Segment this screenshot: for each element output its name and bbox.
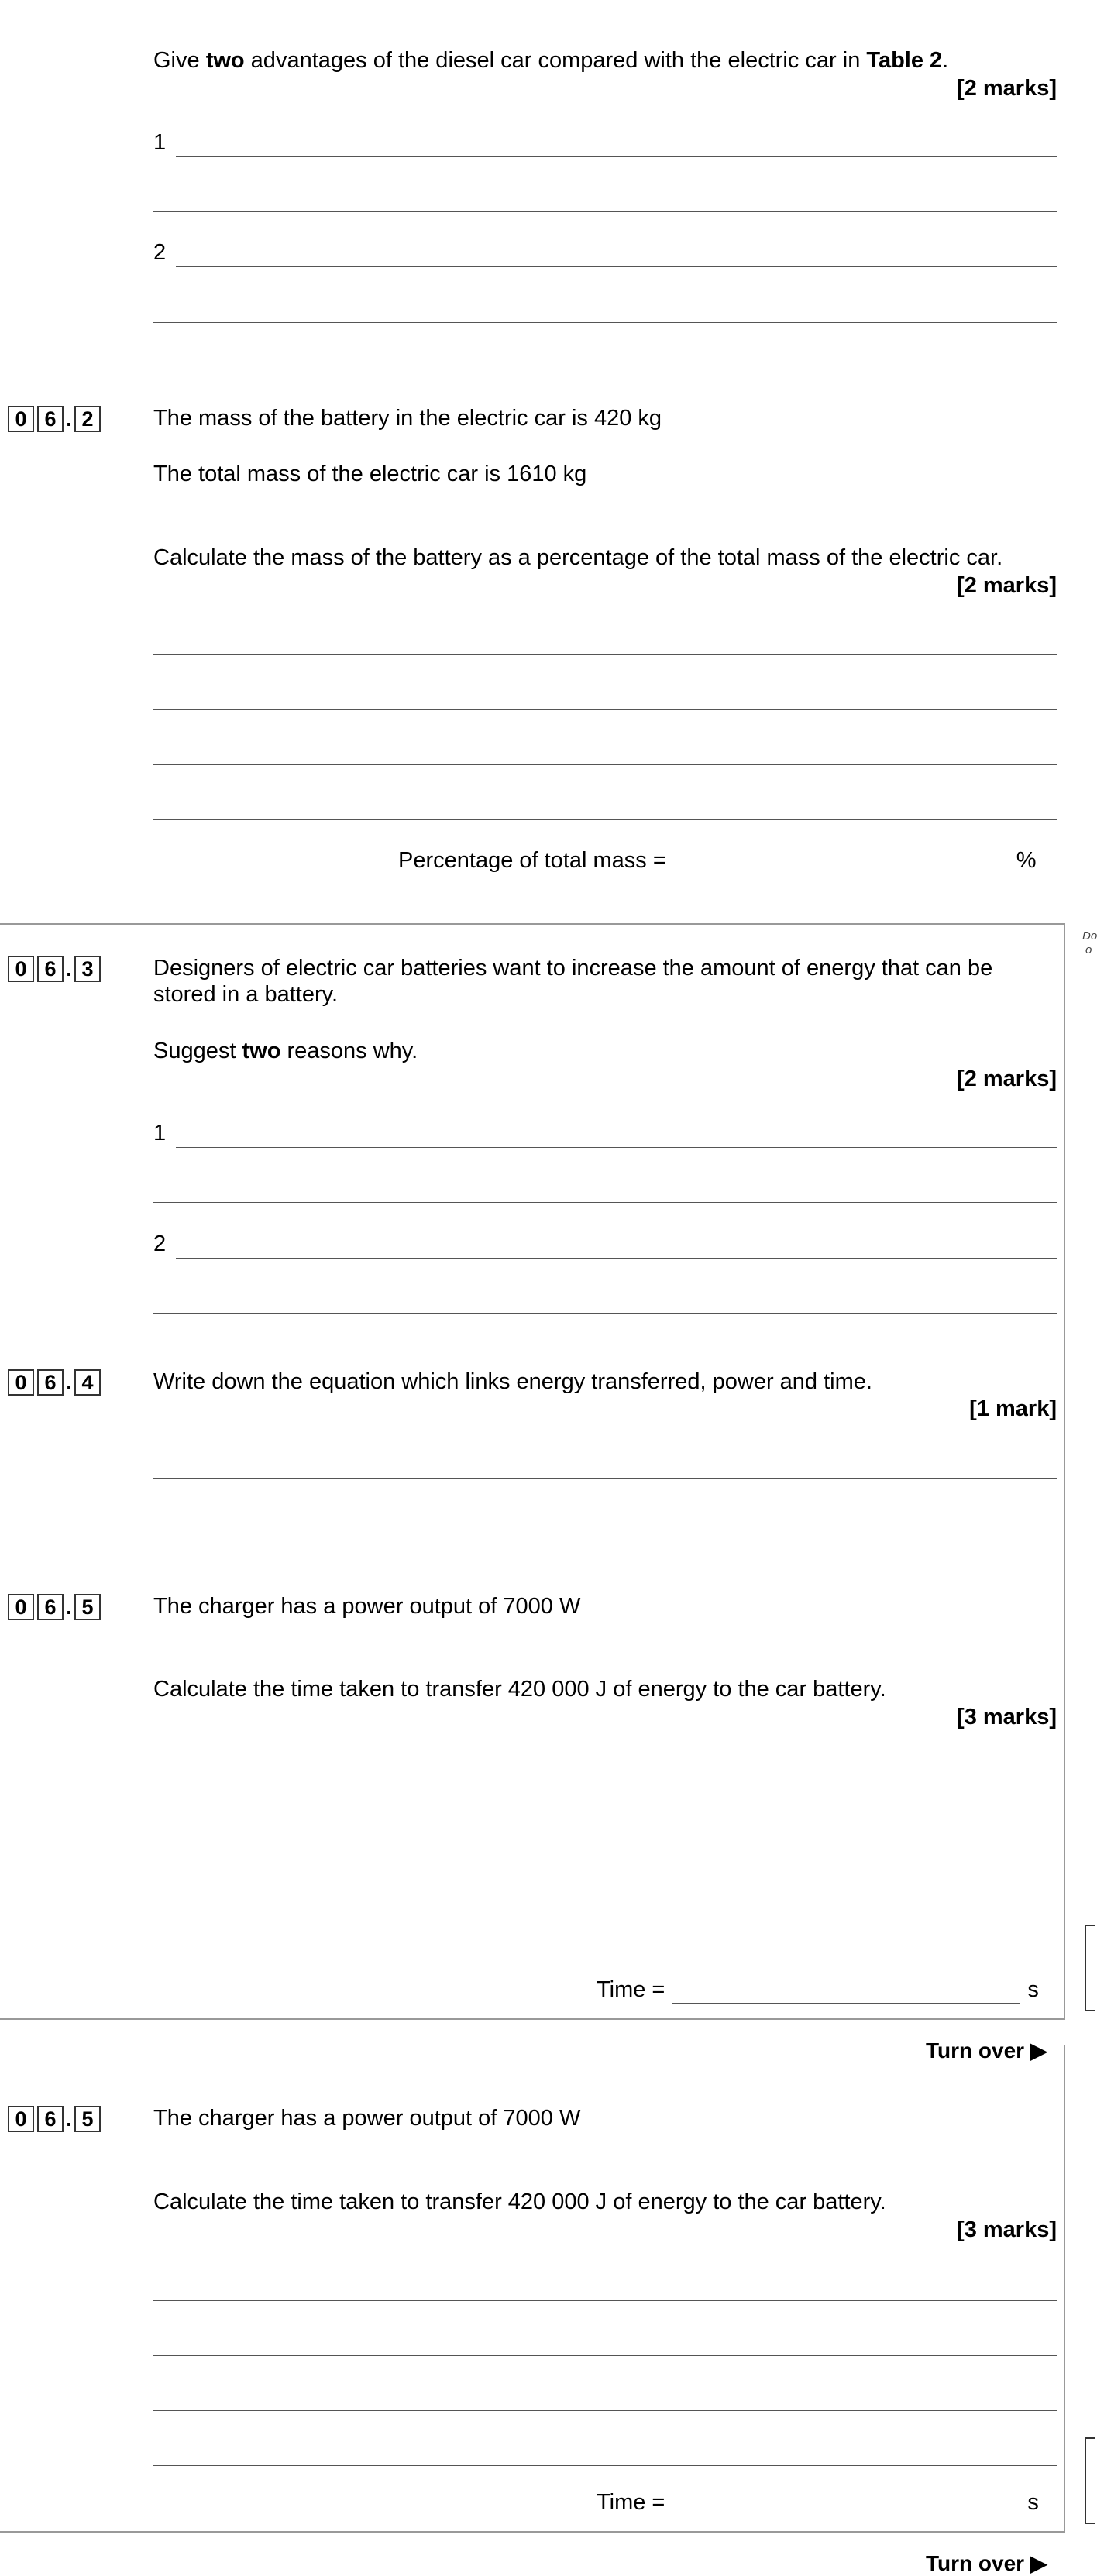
answer-unit: %	[1016, 848, 1037, 873]
q064-text: Write down the equation which links energy transferred, power and time.	[153, 1369, 872, 1394]
question-number-064	[8, 1368, 101, 1397]
question-digit: 6	[37, 2106, 64, 2132]
question-dot: .	[66, 1595, 72, 1619]
page-bottom-edge	[0, 2531, 1065, 2533]
answer-unit: s	[1027, 1977, 1039, 2002]
answer-line[interactable]	[153, 709, 1057, 710]
answer-line[interactable]	[153, 1202, 1057, 1203]
q062-line-b: The total mass of the electric car is 1610 kg	[153, 462, 587, 486]
answer-label: Time =	[597, 2490, 665, 2515]
question-digit: 0	[8, 406, 34, 432]
page-border	[1064, 923, 1065, 2019]
q062-instruction: Calculate the mass of the battery as a percentage of the total mass of the electric car.	[153, 545, 1003, 570]
question-number-065-repeat	[8, 2104, 101, 2134]
page-bottom-edge	[0, 2018, 1065, 2020]
answer-line[interactable]	[176, 1147, 1057, 1148]
mark-box-edge	[1085, 1925, 1095, 2011]
question-digit: 6	[37, 956, 64, 982]
q061-prompt: Give two advantages of the diesel car compared with the electric car in Table 2.	[153, 48, 949, 73]
answer-label: Time =	[597, 1977, 665, 2002]
turn-over-label: Turn over ▶	[926, 2038, 1047, 2063]
q063-line-b: stored in a battery.	[153, 982, 339, 1007]
question-part: 3	[74, 956, 101, 982]
question-dot: .	[66, 407, 72, 431]
answer-line[interactable]	[153, 764, 1057, 765]
question-digit: 0	[8, 1369, 34, 1396]
q064-marks: [1 mark]	[969, 1396, 1057, 1421]
answer-line-number: 2	[153, 1231, 167, 1256]
answer-label: Percentage of total mass =	[398, 848, 666, 873]
question-number-065	[8, 1592, 101, 1622]
question-digit: 0	[8, 1594, 34, 1620]
answer-line[interactable]	[153, 2410, 1057, 2411]
page-border	[1064, 2045, 1065, 2533]
answer-line[interactable]	[153, 1313, 1057, 1314]
q065-line-a: The charger has a power output of 7000 W	[153, 1594, 581, 1619]
answer-line[interactable]	[153, 819, 1057, 820]
q062-line-a: The mass of the battery in the electric car is 420 kg	[153, 406, 662, 431]
question-digit: 0	[8, 2106, 34, 2132]
answer-line[interactable]	[153, 1478, 1057, 1479]
answer-line[interactable]	[153, 322, 1057, 323]
q065-instruction: Calculate the time taken to transfer 420 000 J of energy to the car battery.	[153, 1677, 886, 1702]
answer-line[interactable]	[153, 211, 1057, 212]
answer-line[interactable]	[176, 156, 1057, 157]
question-digit: 6	[37, 1369, 64, 1396]
answer-line[interactable]	[153, 2465, 1057, 2466]
answer-blank[interactable]	[672, 2494, 1020, 2516]
q062-marks: [2 marks]	[957, 573, 1057, 598]
q063-line-a: Designers of electric car batteries want to increase the amount of energy that can be	[153, 956, 993, 981]
q061-marks: [2 marks]	[957, 76, 1057, 101]
question-digit: 0	[8, 956, 34, 982]
turn-over-label: Turn over ▶	[926, 2551, 1047, 2575]
answer-line[interactable]	[153, 654, 1057, 655]
q065-repeat-marks: [3 marks]	[957, 2217, 1057, 2242]
answer-line-number: 1	[153, 1121, 167, 1145]
q065-repeat-instruction: Calculate the time taken to transfer 420 000 J of energy to the car battery.	[153, 2190, 886, 2214]
answer-line-number: 1	[153, 130, 167, 155]
answer-line[interactable]	[176, 266, 1057, 267]
answer-line[interactable]	[153, 2300, 1057, 2301]
q065-answer-row	[597, 1976, 1039, 2004]
question-part: 4	[74, 1369, 101, 1396]
q065-repeat-line-a: The charger has a power output of 7000 W	[153, 2106, 581, 2131]
answer-line[interactable]	[176, 1258, 1057, 1259]
answer-blank[interactable]	[674, 852, 1009, 874]
answer-unit: s	[1027, 2490, 1039, 2515]
section-divider	[0, 923, 1065, 925]
q065-marks: [3 marks]	[957, 1705, 1057, 1729]
margin-note: Do o	[1082, 929, 1097, 957]
q065-repeat-answer-row	[597, 2488, 1039, 2516]
answer-blank[interactable]	[672, 1981, 1020, 2004]
q063-marks: [2 marks]	[957, 1066, 1057, 1091]
question-number-062	[8, 404, 101, 434]
q063-suggest: Suggest two reasons why.	[153, 1039, 418, 1063]
question-dot: .	[66, 1370, 72, 1394]
q062-answer-row	[398, 847, 1037, 874]
answer-line[interactable]	[153, 2355, 1057, 2356]
question-digit: 6	[37, 1594, 64, 1620]
answer-line-number: 2	[153, 240, 167, 265]
question-number-063	[8, 954, 101, 984]
question-dot: .	[66, 2107, 72, 2131]
question-part: 5	[74, 2106, 101, 2132]
question-part: 5	[74, 1594, 101, 1620]
question-digit: 6	[37, 406, 64, 432]
question-part: 2	[74, 406, 101, 432]
mark-box-edge	[1085, 2437, 1095, 2524]
question-dot: .	[66, 957, 72, 981]
